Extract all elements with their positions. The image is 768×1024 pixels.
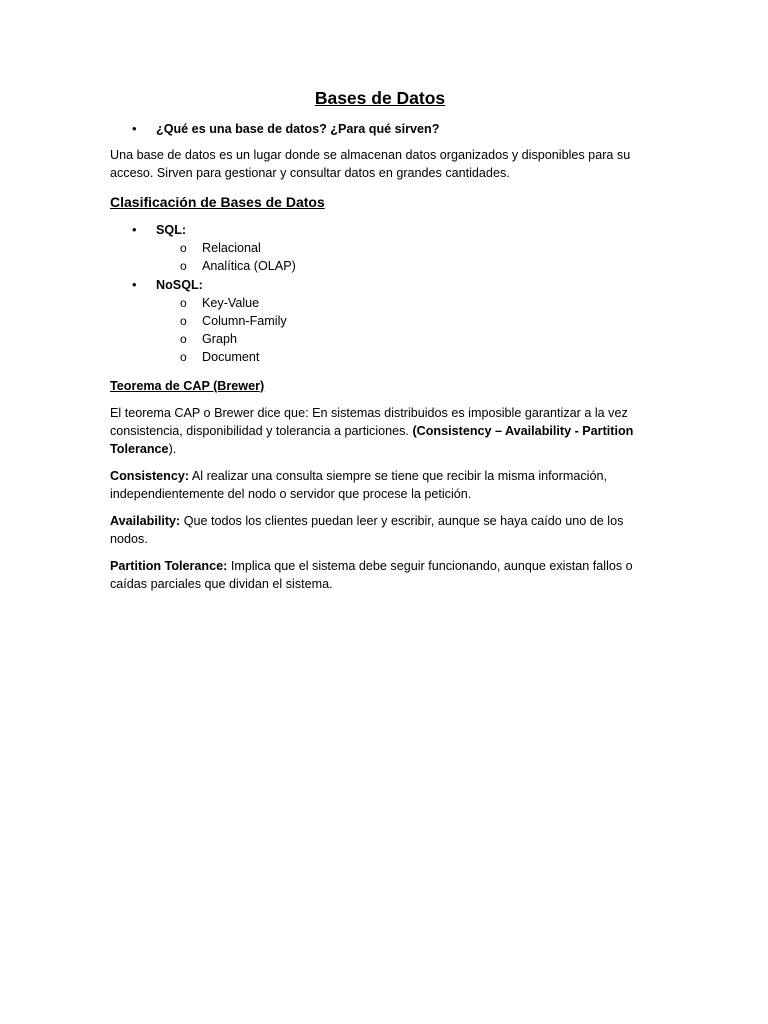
- bullet-icon: •: [132, 276, 137, 292]
- list-item: [110, 257, 650, 275]
- sub-item-text: Relacional: [202, 241, 261, 255]
- bullet-icon: •: [132, 121, 137, 136]
- definition-term: Partition Tolerance:: [110, 558, 228, 573]
- definition-term: Availability:: [110, 513, 181, 528]
- definition-partition-tolerance: [110, 557, 650, 593]
- list-item: [110, 348, 650, 366]
- category-label: SQL:: [156, 223, 187, 237]
- sub-item-text: Document: [202, 350, 260, 365]
- definition-term: Consistency:: [110, 468, 190, 483]
- bullet-icon: •: [132, 222, 137, 237]
- cap-intro-paragraph: [110, 404, 650, 458]
- cap-intro-bold: (Consistency – Availability - Partition Tolerance: [110, 423, 634, 456]
- sub-item-text: Analítica (OLAP): [202, 259, 296, 274]
- sub-bullet-icon: o: [180, 259, 187, 274]
- sub-item-text: Key-Value: [202, 295, 260, 310]
- cap-intro-text: El teorema CAP o Brewer dice que: En sistemas distribuidos es imposible garantizar a la vez consistencia, disponibilidad y tolerancia a particiones.: [110, 405, 628, 438]
- definition-text: Que todos los clientes puedan leer y escribir, aunque se haya caído uno de los nodos.: [110, 513, 624, 546]
- question-text: ¿Qué es una base de datos? ¿Para qué sirven?: [156, 122, 440, 136]
- list-item: [110, 239, 650, 257]
- definition-text: Al realizar una consulta siempre se tiene que recibir la misma información, independientemente del nodo o servidor que procese la petición.: [110, 468, 607, 501]
- sub-item-text: Graph: [202, 332, 238, 347]
- sub-bullet-icon: o: [180, 332, 187, 347]
- list-item: [110, 294, 650, 312]
- definition-availability: [110, 512, 650, 548]
- list-item: [110, 330, 650, 348]
- list-item: [110, 276, 650, 294]
- cap-intro-end: ).: [168, 441, 177, 456]
- document-page: [110, 86, 650, 602]
- classification-list: [110, 221, 650, 367]
- sub-bullet-icon: o: [180, 241, 187, 255]
- document-title: Bases de Datos: [314, 88, 446, 108]
- question-bullet: [110, 120, 650, 138]
- sub-bullet-icon: o: [180, 350, 187, 365]
- cap-heading: Teorema de CAP (Brewer): [110, 378, 265, 393]
- definition-text: Implica que el sistema debe seguir funcionando, aunque existan fallos o caídas parciales que dividan el sistema.: [110, 558, 633, 591]
- sub-bullet-icon: o: [180, 295, 187, 310]
- classification-heading: Clasificación de Bases de Datos: [110, 194, 325, 210]
- list-item: [110, 221, 650, 239]
- list-item: [110, 312, 650, 330]
- intro-paragraph: Una base de datos es un lugar donde se almacenan datos organizados y disponibles para su acceso. Sirven para gestionar y consultar datos en grandes cantidades.: [110, 148, 631, 180]
- definition-consistency: [110, 467, 650, 503]
- category-label: NoSQL:: [156, 277, 203, 292]
- sub-item-text: Column-Family: [202, 313, 287, 328]
- sub-bullet-icon: o: [180, 313, 187, 328]
